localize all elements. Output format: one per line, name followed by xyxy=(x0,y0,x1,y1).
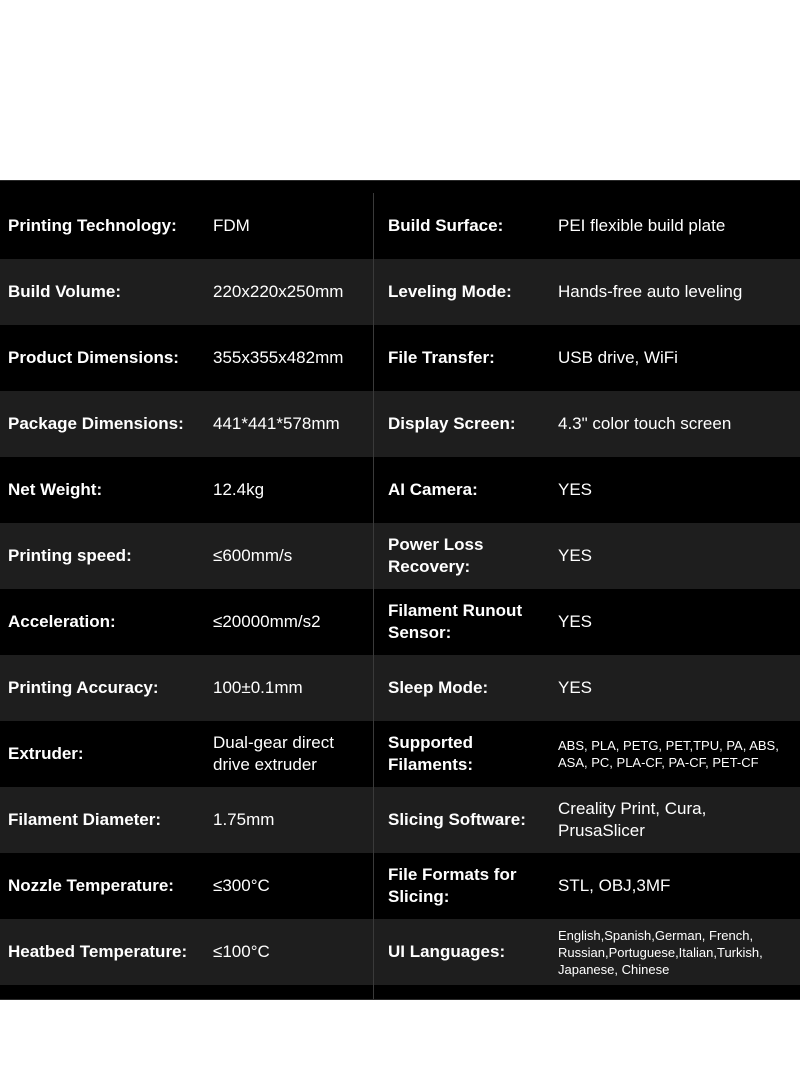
spec-row xyxy=(0,853,800,919)
spec-label: Printing speed: xyxy=(8,546,132,565)
spec-row xyxy=(0,391,800,457)
column-divider xyxy=(373,193,374,999)
spec-value: ≤100°C xyxy=(213,942,270,961)
spec-row xyxy=(0,193,800,259)
spec-row xyxy=(0,655,800,721)
spec-value: 355x355x482mm xyxy=(213,348,344,367)
spec-label: UI Languages: xyxy=(388,942,506,961)
spec-row xyxy=(0,721,800,787)
spec-value: FDM xyxy=(213,216,250,235)
spec-row xyxy=(0,523,800,589)
spec-label: Package Dimensions: xyxy=(8,414,184,433)
spec-row xyxy=(0,787,800,853)
spec-value: 12.4kg xyxy=(213,480,265,499)
spec-value: ≤600mm/s xyxy=(213,546,293,565)
spec-value: 100±0.1mm xyxy=(213,678,303,697)
spec-value: 4.3" color touch screen xyxy=(558,414,732,433)
spec-label: File Transfer: xyxy=(388,348,495,367)
spec-value: YES xyxy=(558,678,593,697)
spec-value: English,Spanish,German, French, Russian,Portuguese,Italian,Turkish, Japanese, Chinese xyxy=(558,927,763,977)
spec-value: YES xyxy=(558,480,593,499)
spec-value: Hands-free auto leveling xyxy=(558,282,743,301)
spec-value: PEI flexible build plate xyxy=(558,216,726,235)
spec-row xyxy=(0,325,800,391)
spec-value: 441*441*578mm xyxy=(213,414,340,433)
spec-label: Build Volume: xyxy=(8,282,122,301)
spec-label: Display Screen: xyxy=(388,414,516,433)
spec-label: Leveling Mode: xyxy=(388,282,512,301)
spec-label: File Formats for Slicing: xyxy=(388,865,517,906)
spec-label: AI Camera: xyxy=(388,480,478,499)
spec-value: ≤300°C xyxy=(213,876,270,895)
spec-label: Product Dimensions: xyxy=(8,348,179,367)
spec-label: Slicing Software: xyxy=(388,810,526,829)
spec-label: Printing Accuracy: xyxy=(8,678,159,697)
spec-label: Printing Technology: xyxy=(8,216,177,235)
spec-value: YES xyxy=(558,612,593,631)
spec-value: ABS, PLA, PETG, PET,TPU, PA, ABS, ASA, PC, PLA-CF, PA-CF, PET-CF xyxy=(558,738,779,770)
spec-row xyxy=(0,589,800,655)
spec-label: Filament Diameter: xyxy=(8,810,162,829)
spec-label: Power Loss Recovery: xyxy=(388,535,484,576)
spec-value: 220x220x250mm xyxy=(213,282,344,301)
spec-label: Build Surface: xyxy=(388,216,504,235)
spec-value: YES xyxy=(558,546,593,565)
spec-label: Supported Filaments: xyxy=(388,733,474,774)
spec-value: Dual-gear direct drive extruder xyxy=(213,733,334,774)
spec-value: Creality Print, Cura, PrusaSlicer xyxy=(558,799,707,840)
spec-label: Sleep Mode: xyxy=(388,678,489,697)
spec-label: Acceleration: xyxy=(8,612,116,631)
spec-value: 1.75mm xyxy=(213,810,275,829)
spec-label: Nozzle Temperature: xyxy=(8,876,174,895)
spec-label: Filament Runout Sensor: xyxy=(388,601,523,642)
spec-table xyxy=(0,180,800,1000)
spec-value: STL, OBJ,3MF xyxy=(558,876,671,895)
spec-row xyxy=(0,259,800,325)
spec-value: USB drive, WiFi xyxy=(558,348,678,367)
spec-label: Net Weight: xyxy=(8,480,103,499)
spec-label: Heatbed Temperature: xyxy=(8,942,188,961)
spec-row xyxy=(0,919,800,985)
spec-label: Extruder: xyxy=(8,744,84,763)
spec-row xyxy=(0,457,800,523)
spec-value: ≤20000mm/s2 xyxy=(213,612,321,631)
